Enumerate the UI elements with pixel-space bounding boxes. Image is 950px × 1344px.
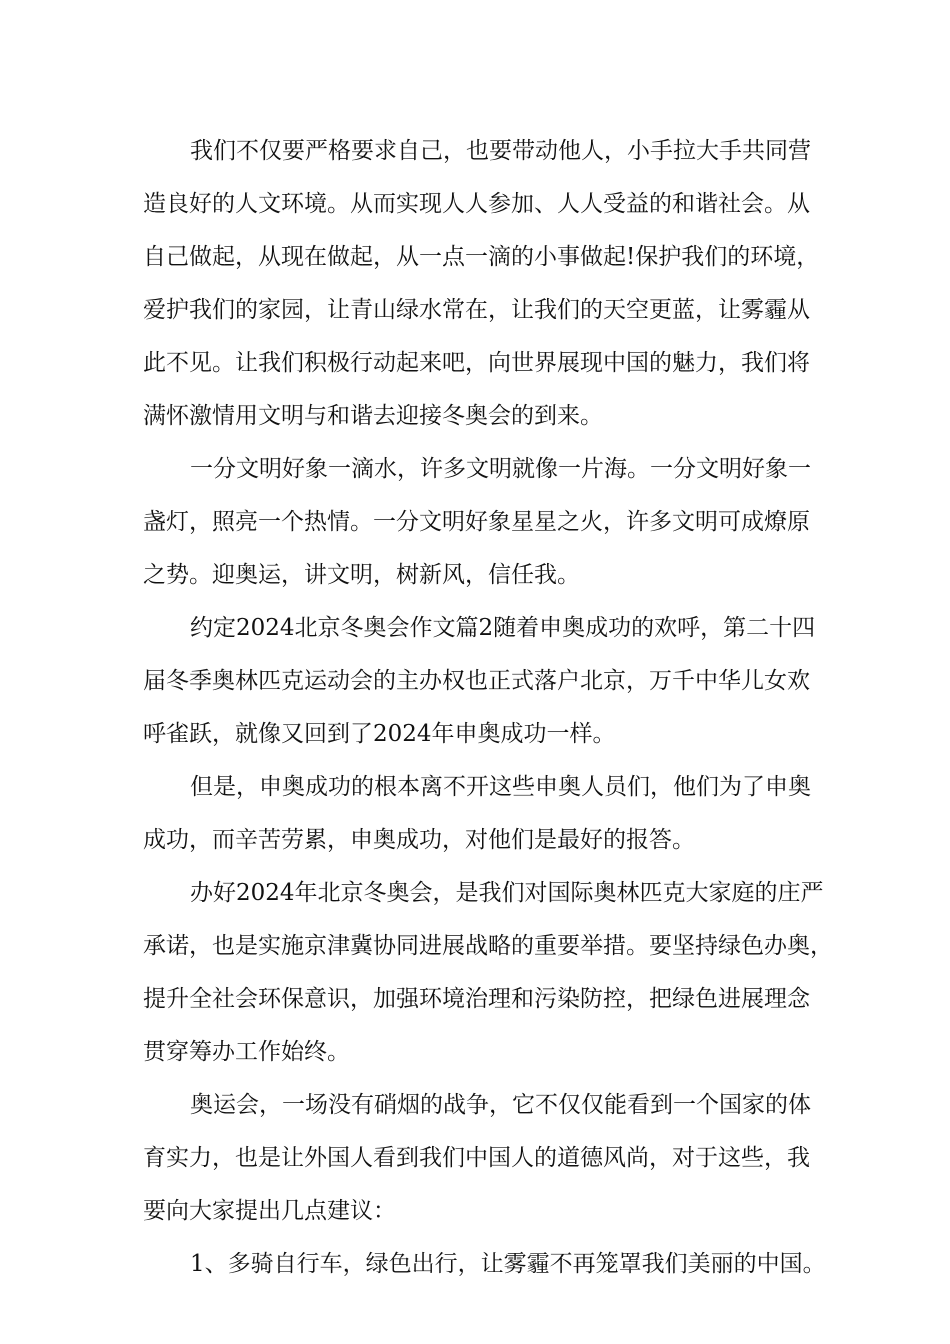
text-line: 承诺，也是实施京津冀协同进展战略的重要举措。要坚持绿色办奥， [143,933,833,959]
text-line: 爱护我们的家园，让青山绿水常在，让我们的天空更蓝，让雾霾从 [143,297,810,323]
text-line: 呼雀跃，就像又回到了2024年申奥成功一样。 [143,721,616,747]
text-line: 奥运会，一场没有硝烟的战争，它不仅仅能看到一个国家的体 [190,1092,811,1118]
text-line: 造良好的人文环境。从而实现人人参加、人人受益的和谐社会。从 [143,191,810,217]
text-line: 盏灯，照亮一个热情。一分文明好象星星之火，许多文明可成燎原 [143,509,810,535]
text-line: 育实力，也是让外国人看到我们中国人的道德风尚，对于这些，我 [143,1145,810,1171]
text-line: 要向大家提出几点建议： [143,1198,396,1224]
text-line: 约定2024北京冬奥会作文篇2随着申奥成功的欢呼，第二十四 [190,615,816,641]
text-line: 一分文明好象一滴水，许多文明就像一片海。一分文明好象一 [190,456,811,482]
document-body [143,125,833,1291]
text-line: 贯穿筹办工作始终。 [143,1039,350,1065]
text-line: 办好2024年北京冬奥会，是我们对国际奥林匹克大家庭的庄严 [190,880,824,906]
text-line: 满怀激情用文明与和谐去迎接冬奥会的到来。 [143,403,603,429]
text-line: 提升全社会环保意识，加强环境治理和污染防控，把绿色进展理念 [143,986,810,1012]
text-line: 此不见。让我们积极行动起来吧，向世界展现中国的魅力，我们将 [143,350,810,376]
text-line: 自己做起，从现在做起，从一点一滴的小事做起!保护我们的环境， [143,244,820,270]
text-line: 但是，申奥成功的根本离不开这些申奥人员们，他们为了申奥 [190,774,811,800]
text-line: 之势。迎奥运，讲文明，树新风，信任我。 [143,562,580,588]
text-line: 我们不仅要严格要求自己，也要带动他人，小手拉大手共同营 [190,138,811,164]
text-line: 届冬季奥林匹克运动会的主办权也正式落户北京，万千中华儿女欢 [143,668,810,694]
text-line: 1、多骑自行车，绿色出行，让雾霾不再笼罩我们美丽的中国。 [190,1251,826,1277]
text-line: 成功，而辛苦劳累，申奥成功，对他们是最好的报答。 [143,827,695,853]
